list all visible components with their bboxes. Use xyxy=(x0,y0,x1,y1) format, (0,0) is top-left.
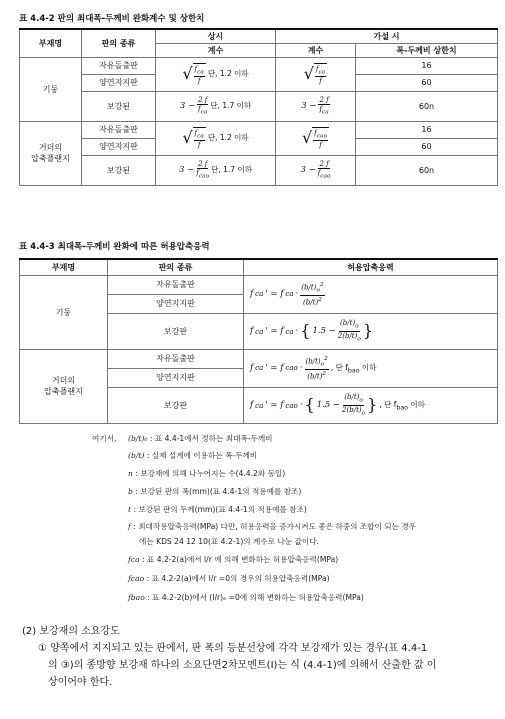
table1-caption: 표 4.4-2 판의 최대폭-두께비 완화계수 및 상한치 xyxy=(19,14,205,24)
table2 xyxy=(19,258,498,424)
t1-limit: 60n xyxy=(356,91,498,121)
t2-member-flange: 거더의 압축플랜지 xyxy=(20,349,108,423)
t1-temp-formula-stiff: 3 − $\frac{2 f}{f_{cao}}$ xyxy=(276,155,356,185)
definition-item: fcao : 표 4.2-2(a)에서 l/r =0의 경우의 허용압축응력(MPa) xyxy=(128,574,330,583)
t1-plate-both: 양연지지판 xyxy=(82,74,156,91)
t2-plate-stiffened: 보강판 xyxy=(108,313,244,349)
t2-plate-stiffened: 보강판 xyxy=(108,387,244,423)
t1-header-plate: 판의 종류 xyxy=(82,29,156,57)
t1-header-temporary: 가설 시 xyxy=(276,29,498,43)
t1-temp-formula-sqrt: √ $\frac{f_{ca}}{f}$ xyxy=(276,57,356,91)
t1-member-flange: 거더의 압축플랜지 xyxy=(20,121,82,185)
definition-item: b : 보강된 판의 폭(mm)(표 4.4-1의 적용예를 참조) xyxy=(128,487,302,496)
paragraph-line: 의 ③)의 종방향 보강재 하나의 소요단면2차모멘트(I)는 식 (4.4-1)에 의해서 산출한 값 이 xyxy=(48,660,437,671)
definition-item: (b/t)₀ : 표 4.4-1에서 정하는 최대폭-두께비 xyxy=(128,434,273,443)
definition-item: (b/t) : 실제 설계에 이용하는 폭-두께비 xyxy=(128,451,258,460)
t2-plate-both: 양연지지판 xyxy=(108,368,244,387)
t1-header-upper-limit: 폭-두께비 상한치 xyxy=(356,43,498,57)
t1-temp-formula-stiff: 3 − $\frac{2 f}{f_{ca}}$ xyxy=(276,91,356,121)
definition-item: fca : 표 4.2-2(a)에서 l/r 에 의해 변화하는 허용압축응력(MPa) xyxy=(128,555,339,564)
t2-header-plate: 판의 종류 xyxy=(108,259,244,275)
t2-header-allowable: 허용압축응력 xyxy=(244,259,498,275)
definition-item: f : 최대작용압축응력(MPa) 다만, 허용응력을 증가시켜도 좋은 하중의 조합이 되는 경우 xyxy=(128,522,417,531)
t1-plate-stiffened: 보강된 xyxy=(82,155,156,185)
t1-plate-free: 자유돌출판 xyxy=(82,57,156,74)
t1-plate-free: 자유돌출판 xyxy=(82,121,156,138)
definition-item: 에는 KDS 24 12 10(표 4.2-1)의 계수로 나눈 값이다. xyxy=(139,537,319,546)
t1-formula-stiff: 3 − $\frac{2 f}{f_{cao}}$ 단, 1.7 이하 xyxy=(156,155,276,185)
section-title: (2) 보강재의 소요강도 xyxy=(22,626,120,637)
t1-header-temp-coef: 계수 xyxy=(276,43,356,57)
table2-caption: 표 4.4-3 최대폭-두께비 완화에 따른 허용압축응력 xyxy=(19,242,210,252)
t1-limit: 60n xyxy=(356,155,498,185)
t2-plate-free: 자유돌출판 xyxy=(108,349,244,368)
t1-limit: 60 xyxy=(356,74,498,91)
definitions-intro: 여기서, xyxy=(92,434,117,443)
t1-limit: 60 xyxy=(356,138,498,155)
t1-limit: 16 xyxy=(356,57,498,74)
section-paragraph xyxy=(38,640,500,691)
definition-item: t : 보강된 판의 두께(mm)(표 4.4-1의 적용예를 참조) xyxy=(128,505,307,514)
paragraph-line: ① 양쪽에서 지지되고 있는 판에서, 판 폭의 등분선상에 각각 보강재가 있는 경우(표 4.4-1 xyxy=(38,643,428,654)
t1-header-member: 부재명 xyxy=(20,29,82,57)
t2-formula-ratio: f ca ' = f cao · $\frac{(b/t)_o^2}{(b/t)^2}$ , 단 $f_{bao}$ 이하 xyxy=(244,349,498,387)
definition-item: n : 보강재에 의해 나누어지는 수(4.4.2와 동일) xyxy=(128,469,286,478)
t2-formula-ratio: f ca ' = f ca · $\frac{(b/t)_o^2}{(b/t)^2}$ xyxy=(244,275,498,313)
t1-member-column: 기둥 xyxy=(20,57,82,121)
t1-formula-sqrt: √ $\frac{f_{ca}}{f}$ 단, 1.2 이하 xyxy=(156,121,276,155)
t1-temp-formula-sqrt: √ $\frac{f_{cao}}{f}$ xyxy=(276,121,356,155)
t1-formula-stiff: 3 − $\frac{2 f}{f_{ca}}$ 단, 1.7 이하 xyxy=(156,91,276,121)
table1 xyxy=(19,28,498,186)
t1-header-coef: 계수 xyxy=(156,43,276,57)
t2-formula-stiff: f ca ' = f cao · { 1.5 − $\frac{(b/t)_o}{2(b/t)_o}$ } , 단 $f_{bao}$ 이하 xyxy=(244,387,498,423)
t1-plate-both: 양연지지판 xyxy=(82,138,156,155)
t1-formula-sqrt: √ $\frac{f_{ca}}{f}$ 단, 1.2 이하 xyxy=(156,57,276,91)
t2-member-column: 기둥 xyxy=(20,275,108,349)
paragraph-line: 상이어야 한다. xyxy=(48,677,113,688)
t1-limit: 16 xyxy=(356,121,498,138)
t2-plate-both: 양연지지판 xyxy=(108,294,244,313)
t2-formula-stiff: f ca ' = f ca · { 1.5 − $\frac{(b/t)_o}{2(b/t)_o}$ } xyxy=(244,313,498,349)
definition-item: fbao : 표 4.2-2(b)에서 (l/r)ₑ =0에 의해 변화하는 허용압축응력(MPa) xyxy=(128,593,364,602)
t2-plate-free: 자유돌출판 xyxy=(108,275,244,294)
t1-header-normal: 상시 xyxy=(156,29,276,43)
t1-plate-stiffened: 보강된 xyxy=(82,91,156,121)
t2-header-member: 부재명 xyxy=(20,259,108,275)
